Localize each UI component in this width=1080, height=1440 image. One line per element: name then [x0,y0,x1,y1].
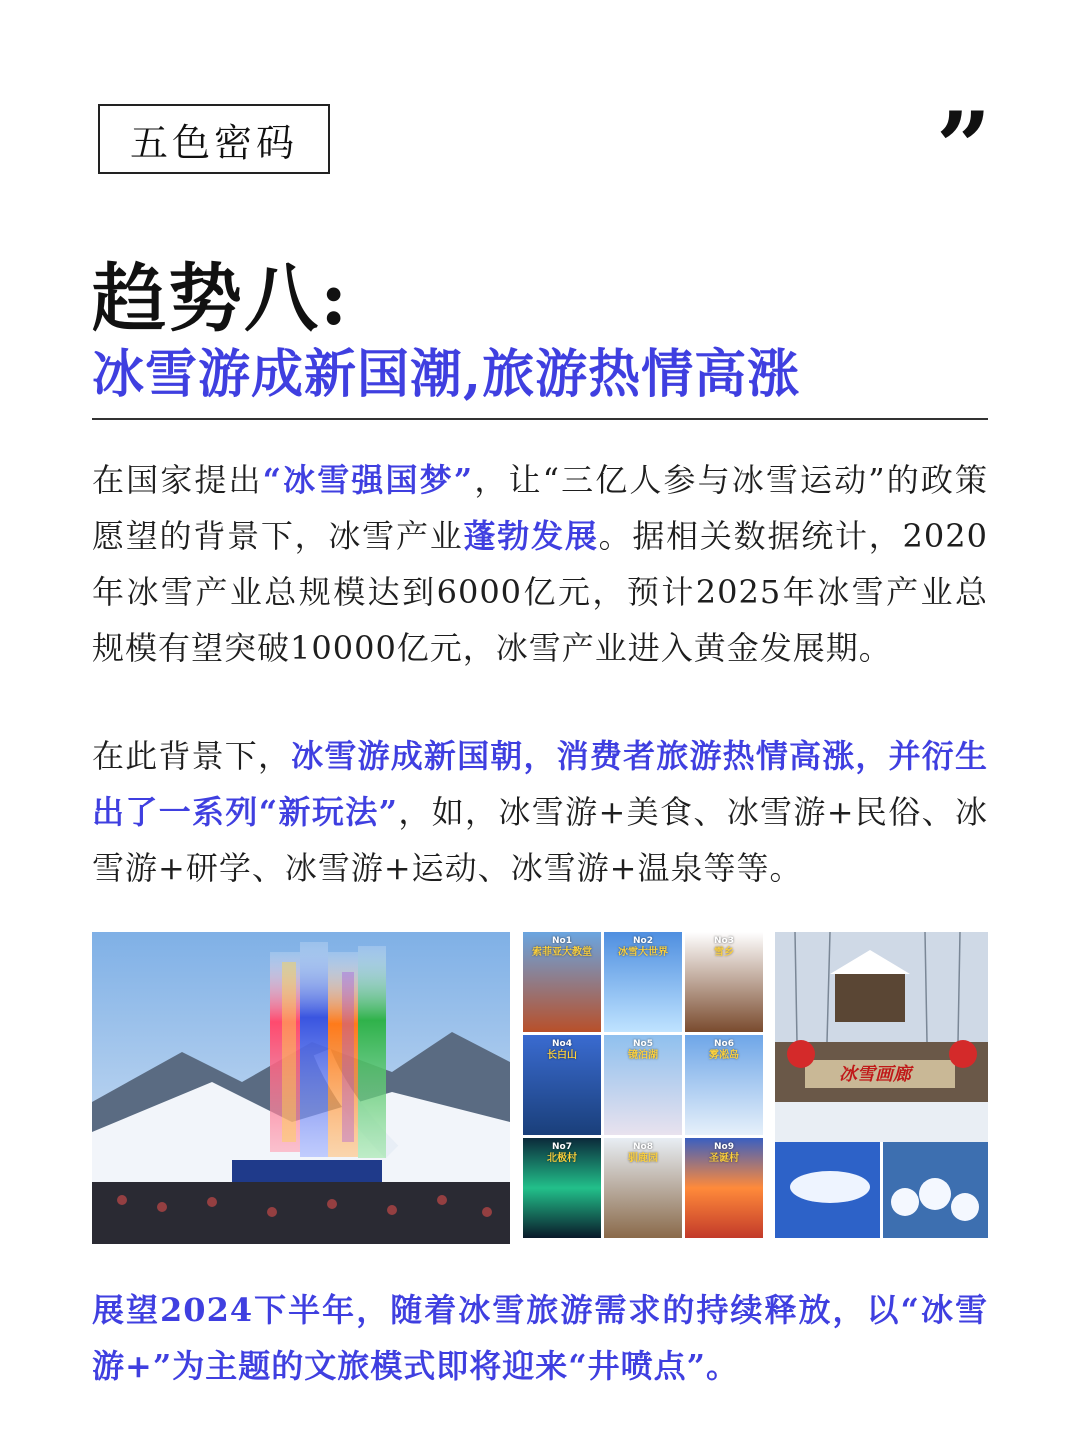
rank-badge: No9 [714,1142,734,1152]
rank-badge: No3 [714,936,734,946]
place-name: 圣诞村 [709,1153,739,1164]
paragraph-outlook: 展望2024下半年，随着冰雪旅游需求的持续释放，以“冰雪游+”为主题的文旅模式即将迎来“井喷点”。 [92,1291,988,1385]
grid-cell [523,932,601,1032]
highlight: 蓬勃发展 [463,517,599,555]
rank-badge: No8 [633,1142,653,1152]
text: 在此背景下， [92,737,292,775]
rank-badge: No6 [714,1039,734,1049]
grid-cell-label [685,936,763,958]
fireworks-photo [92,932,510,1244]
sign-text: 冰雪画廊 [839,1064,911,1085]
grid-cell-label [604,1142,682,1164]
grid-cell [685,1138,763,1238]
text: 在国家提出 [92,461,263,499]
category-tag [98,104,330,174]
rank-badge: No4 [552,1039,572,1049]
category-tag-label: 五色密码 [129,120,298,165]
place-name: 雪乡 [714,947,734,958]
text: ，如，冰雪游+美食、冰雪游+民俗、冰雪游+研学、冰雪游+运动、冰雪游+温泉等等。 [92,793,988,887]
trend-subtitle: 冰雪游成新国潮,旅游热情高涨 [92,344,801,405]
attractions-grid [523,932,763,1238]
place-name: 驯鹿园 [628,1153,658,1164]
highlight: “冰雪强国梦” [262,461,474,499]
rank-badge: No5 [633,1039,653,1049]
trend-heading: 趋势八: [92,256,350,342]
grid-cell [604,932,682,1032]
grid-cell [685,932,763,1032]
snow-forest-collage [775,932,988,1238]
place-name: 镜泊湖 [628,1050,658,1061]
grid-cell [523,1138,601,1238]
grid-cell [685,1035,763,1135]
rank-badge: No2 [633,936,653,946]
grid-cell [604,1138,682,1238]
place-name: 雾凇岛 [709,1050,739,1061]
divider [92,418,988,420]
text: 。据相关数据统计，2020年冰雪产业总规模达到6000亿元，预计2025年冰雪产业总规模有望突破10000亿元，冰雪产业进入黄金发展期。 [92,517,988,667]
rank-badge: No7 [552,1142,572,1152]
grid-cell-label [685,1039,763,1061]
rank-badge: No1 [552,936,572,946]
grid-cell [523,1035,601,1135]
grid-cell [604,1035,682,1135]
quote-mark-icon: ” [936,91,992,204]
place-name: 冰雪大世界 [618,947,668,958]
paragraph-intro [92,452,988,676]
place-name: 北极村 [547,1153,577,1164]
grid-cell-label [685,1142,763,1164]
fireworks-photo-svg [92,932,510,1244]
grid-cell-label [604,936,682,958]
place-name: 长白山 [547,1050,577,1061]
grid-cell-label [604,1039,682,1061]
paragraph-background [92,728,988,896]
grid-cell-label [523,1142,601,1164]
text: ，让“三亿人参与冰雪运动”的政策愿望的背景下，冰雪产业 [92,461,988,555]
highlight: 冰雪游成新国朝，消费者旅游热情高涨，并衍生出了一系列“新玩法” [92,737,988,831]
place-name: 索菲亚大教堂 [532,947,592,958]
grid-cell-label [523,936,601,958]
grid-cell-label [523,1039,601,1061]
